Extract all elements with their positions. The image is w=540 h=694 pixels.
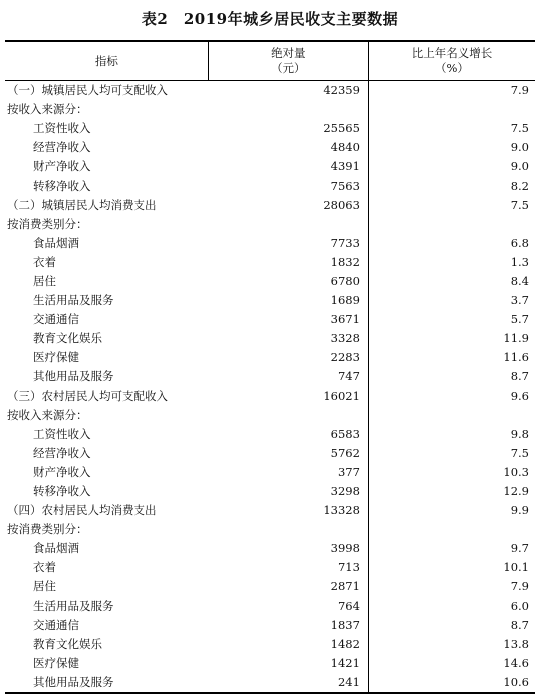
row-growth-value: 6.8 bbox=[510, 235, 529, 250]
row-absolute-value: 747 bbox=[208, 367, 368, 386]
table-row bbox=[5, 272, 535, 291]
table-header bbox=[5, 41, 535, 81]
table-row bbox=[5, 119, 535, 138]
row-absolute-value: 764 bbox=[208, 597, 368, 616]
row-indicator: 食品烟酒 bbox=[33, 235, 79, 250]
table-row bbox=[5, 654, 535, 673]
row-growth-value: 7.5 bbox=[510, 445, 529, 460]
table-row bbox=[5, 406, 535, 425]
row-indicator: 经营净收入 bbox=[33, 445, 91, 460]
row-indicator: 财产净收入 bbox=[33, 464, 91, 479]
table-row bbox=[5, 348, 535, 367]
row-absolute-value: 42359 bbox=[208, 81, 368, 101]
row-growth-value: 12.9 bbox=[503, 484, 529, 499]
table-row bbox=[5, 616, 535, 635]
table-row bbox=[5, 157, 535, 176]
row-indicator: 教育文化娱乐 bbox=[33, 636, 102, 651]
row-indicator: （二）城镇居民人均消费支出 bbox=[7, 197, 157, 212]
row-growth-value: 8.7 bbox=[510, 617, 529, 632]
table-row bbox=[5, 176, 535, 195]
row-indicator: 居住 bbox=[33, 273, 56, 288]
row-indicator: 转移净收入 bbox=[33, 178, 91, 193]
row-indicator: 居住 bbox=[33, 579, 56, 594]
row-indicator: 生活用品及服务 bbox=[33, 293, 114, 308]
row-growth-value: 11.6 bbox=[503, 350, 529, 365]
row-growth-value: 8.4 bbox=[510, 273, 529, 288]
row-absolute-value: 6583 bbox=[208, 425, 368, 444]
table-row bbox=[5, 520, 535, 539]
row-indicator: 交通通信 bbox=[33, 617, 79, 632]
row-growth-value: 9.8 bbox=[510, 426, 529, 441]
row-absolute-value: 3998 bbox=[208, 539, 368, 558]
table-row bbox=[5, 100, 535, 119]
row-indicator: 医疗保健 bbox=[33, 655, 79, 670]
row-indicator: 转移净收入 bbox=[33, 484, 91, 499]
header-growth-label: 比上年名义增长 bbox=[411, 46, 493, 60]
row-indicator: 衣着 bbox=[33, 560, 56, 575]
row-absolute-value bbox=[208, 100, 368, 119]
header-growth bbox=[368, 41, 535, 81]
row-indicator: （三）农村居民人均可支配收入 bbox=[7, 388, 168, 403]
row-absolute-value: 3298 bbox=[208, 482, 368, 501]
table-row bbox=[5, 558, 535, 577]
row-growth-value bbox=[368, 520, 535, 539]
table-row bbox=[5, 367, 535, 386]
row-absolute-value: 241 bbox=[208, 673, 368, 693]
table-row bbox=[5, 253, 535, 272]
table-row bbox=[5, 310, 535, 329]
row-absolute-value: 1689 bbox=[208, 291, 368, 310]
row-growth-value: 3.7 bbox=[510, 293, 529, 308]
row-growth-value: 1.3 bbox=[510, 254, 529, 269]
row-growth-value bbox=[368, 100, 535, 119]
row-absolute-value: 1421 bbox=[208, 654, 368, 673]
row-absolute-value: 4391 bbox=[208, 157, 368, 176]
row-absolute-value: 2283 bbox=[208, 348, 368, 367]
table-row bbox=[5, 539, 535, 558]
table-row bbox=[5, 81, 535, 101]
row-growth-value: 13.8 bbox=[503, 636, 529, 651]
table-row bbox=[5, 425, 535, 444]
row-growth-value: 9.6 bbox=[510, 388, 529, 403]
table-body bbox=[5, 81, 535, 694]
row-growth-value: 7.5 bbox=[510, 121, 529, 136]
row-absolute-value: 1832 bbox=[208, 253, 368, 272]
row-absolute-value: 16021 bbox=[208, 387, 368, 406]
row-indicator: 财产净收入 bbox=[33, 159, 91, 174]
row-absolute-value: 6780 bbox=[208, 272, 368, 291]
table-row bbox=[5, 196, 535, 215]
row-indicator: 医疗保健 bbox=[33, 350, 79, 365]
row-absolute-value: 5762 bbox=[208, 444, 368, 463]
row-indicator: 衣着 bbox=[33, 254, 56, 269]
row-growth-value: 8.7 bbox=[510, 369, 529, 384]
row-indicator: （一）城镇居民人均可支配收入 bbox=[7, 83, 168, 98]
row-growth-value: 7.9 bbox=[510, 579, 529, 594]
row-growth-value: 9.0 bbox=[510, 159, 529, 174]
row-indicator: 工资性收入 bbox=[33, 121, 91, 136]
row-indicator: 按收入来源分： bbox=[7, 407, 88, 422]
row-absolute-value: 25565 bbox=[208, 119, 368, 138]
table-row bbox=[5, 444, 535, 463]
row-growth-value: 9.7 bbox=[510, 541, 529, 556]
row-indicator: 食品烟酒 bbox=[33, 541, 79, 556]
table-row bbox=[5, 387, 535, 406]
row-absolute-value bbox=[208, 520, 368, 539]
table-row bbox=[5, 291, 535, 310]
row-indicator: 生活用品及服务 bbox=[33, 598, 114, 613]
header-absolute bbox=[208, 41, 368, 81]
row-growth-value: 10.6 bbox=[368, 673, 535, 693]
row-growth-value: 14.6 bbox=[503, 655, 529, 670]
table-row bbox=[5, 501, 535, 520]
row-absolute-value: 377 bbox=[208, 463, 368, 482]
table-row bbox=[5, 577, 535, 596]
table-row bbox=[5, 482, 535, 501]
row-growth-value: 7.5 bbox=[510, 197, 529, 212]
table-title: 表2 2019年城乡居民收支主要数据 bbox=[141, 10, 399, 28]
row-growth-value: 5.7 bbox=[510, 312, 529, 327]
row-indicator: 按消费类别分： bbox=[7, 216, 88, 231]
header-indicator: 指标 bbox=[5, 41, 208, 81]
row-indicator: 教育文化娱乐 bbox=[33, 331, 102, 346]
row-absolute-value: 7733 bbox=[208, 234, 368, 253]
row-growth-value bbox=[368, 406, 535, 425]
table-row bbox=[5, 329, 535, 348]
row-absolute-value: 7563 bbox=[208, 176, 368, 195]
row-growth-value: 7.9 bbox=[510, 83, 529, 98]
table-row bbox=[5, 138, 535, 157]
table-row bbox=[5, 215, 535, 234]
row-absolute-value: 713 bbox=[208, 558, 368, 577]
row-indicator: 工资性收入 bbox=[33, 426, 91, 441]
row-growth-value: 10.3 bbox=[503, 464, 529, 479]
row-absolute-value bbox=[208, 215, 368, 234]
row-indicator: 按收入来源分： bbox=[7, 102, 88, 117]
table-row bbox=[5, 234, 535, 253]
row-growth-value: 11.9 bbox=[503, 331, 529, 346]
row-growth-value: 10.1 bbox=[503, 560, 529, 575]
row-absolute-value: 3671 bbox=[208, 310, 368, 329]
income-expenditure-table bbox=[5, 40, 535, 694]
row-absolute-value: 28063 bbox=[208, 196, 368, 215]
row-growth-value: 9.9 bbox=[510, 503, 529, 518]
table-row bbox=[5, 463, 535, 482]
header-absolute-label: 绝对量 bbox=[271, 46, 306, 60]
row-absolute-value: 1482 bbox=[208, 635, 368, 654]
row-absolute-value: 4840 bbox=[208, 138, 368, 157]
row-growth-value: 8.2 bbox=[510, 178, 529, 193]
header-absolute-unit: （元） bbox=[271, 61, 306, 75]
row-indicator: 其他用品及服务 bbox=[33, 369, 114, 384]
row-absolute-value: 3328 bbox=[208, 329, 368, 348]
row-growth-value: 6.0 bbox=[510, 598, 529, 613]
table-row bbox=[5, 635, 535, 654]
row-growth-value bbox=[368, 215, 535, 234]
row-absolute-value: 13328 bbox=[208, 501, 368, 520]
table-row bbox=[5, 673, 535, 693]
row-growth-value: 9.0 bbox=[510, 140, 529, 155]
row-absolute-value: 1837 bbox=[208, 616, 368, 635]
header-growth-unit: （%） bbox=[434, 61, 469, 75]
row-indicator: 按消费类别分： bbox=[7, 522, 88, 537]
row-absolute-value bbox=[208, 406, 368, 425]
row-indicator: 其他用品及服务 bbox=[5, 673, 208, 693]
table-row bbox=[5, 597, 535, 616]
row-indicator: （四）农村居民人均消费支出 bbox=[7, 503, 157, 518]
header-row bbox=[5, 41, 535, 81]
row-indicator: 交通通信 bbox=[33, 312, 79, 327]
row-indicator: 经营净收入 bbox=[33, 140, 91, 155]
row-absolute-value: 2871 bbox=[208, 577, 368, 596]
